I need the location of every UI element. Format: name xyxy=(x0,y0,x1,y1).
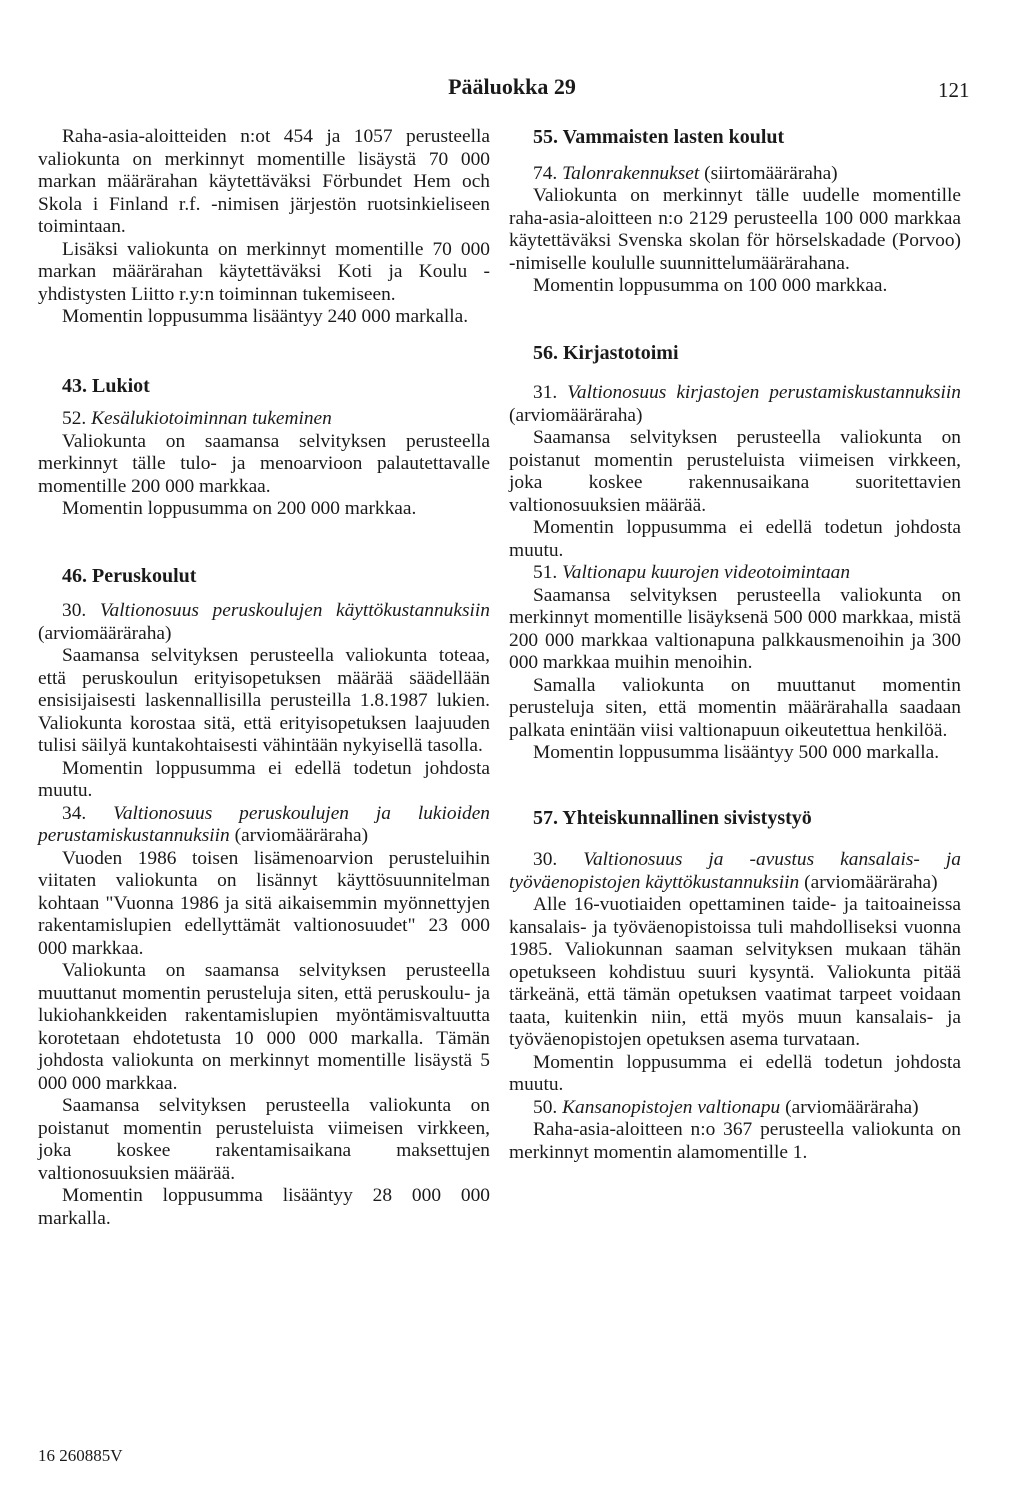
paragraph: Valiokunta on saamansa selvityksen perusteella merkinnyt tälle tulo- ja menoarvioon palautettavalle momentille 200 000 markkaa. xyxy=(38,430,490,497)
footer-print-code: 16 260885V xyxy=(38,1446,123,1465)
paragraph: Momentin loppusumma on 100 000 markkaa. xyxy=(533,275,888,296)
item-title: Kansanopistojen valtionapu xyxy=(562,1096,781,1118)
paragraph: Momentin loppusumma ei edellä todetun johdosta muutu. xyxy=(509,1051,961,1095)
paragraph: Vuoden 1986 toisen lisämenoarvion perusteluihin viitaten valiokunta on lisännyt käyttösuunnitelman kohtaan "Vuonna 1986 ja sitä aikaisemmin myönnettyjen rakentamislupien edellyttämät valtionosuudet" 23 000 000 markkaa. xyxy=(38,847,490,959)
item-title: Valtionosuus peruskoulujen käyttökustannuksiin xyxy=(99,600,490,621)
item-30-title xyxy=(38,600,490,645)
item-tail: (arviomääräraha) xyxy=(509,404,643,426)
paragraph: Momentin loppusumma lisääntyy 500 000 markalla. xyxy=(533,742,940,763)
item-51-title xyxy=(509,562,961,585)
item-tail: (arviomääräraha) xyxy=(38,622,172,644)
item-number: 31. xyxy=(533,382,558,403)
paragraph: Momentin loppusumma lisääntyy 240 000 markalla. xyxy=(62,306,469,327)
paragraph: Raha-asia-aloitteiden n:ot 454 ja 1057 perusteella valiokunta on merkinnyt momentille lisäystä 70 000 markan määrärahan käytettäväksi Förbundet Hem och Skola i Finland r.f. -nimisen järjestön ruotsinkieliseen toimintaan. xyxy=(38,126,490,237)
item-number: 74. xyxy=(533,162,558,184)
item-50-title xyxy=(509,1097,961,1120)
item-74-title xyxy=(509,163,961,186)
paragraph: Saamansa selvityksen perusteella valiokunta toteaa, että peruskoulun erityisopetuksen määrää säädellään ensisijaisesti laskennallisilla perusteilla 1.8.1987 lukien. Valiokunta korostaa sitä, että erityisopetuksen laajuuden tulisi säilyä kuntakohtaisesti vähintään nykyisellä tasolla. xyxy=(38,645,490,756)
item-title: Valtionosuus peruskoulujen ja lukioiden perustamiskustannuksiin xyxy=(38,802,490,846)
paragraph: Lisäksi valiokunta on merkinnyt momentille 70 000 markan määrärahan käytettäväksi Koti ja Koulu -yhdistysten Liitto r.y:n toiminnan tukemiseen. xyxy=(38,238,490,305)
paragraph: Saamansa selvityksen perusteella valiokunta on poistanut momentin perusteluista viimeisen virkkeen, joka koskee rakennusaikana suoritettavien valtionosuuksien määrää. xyxy=(509,427,961,516)
paragraph: Momentin loppusumma lisääntyy 28 000 000 markalla. xyxy=(38,1185,490,1229)
item-number: 52. xyxy=(62,408,87,429)
item-tail: (arviomääräraha) xyxy=(804,871,938,893)
paragraph: Momentin loppusumma ei edellä todetun johdosta muutu. xyxy=(38,757,490,801)
paragraph: Momentin loppusumma ei edellä todetun johdosta muutu. xyxy=(509,517,961,561)
paragraph: Valiokunta on saamansa selvityksen perusteella muuttanut momentin perusteluja siten, että peruskoulu- ja lukiohankkeiden rakentamislupien myöntämisvaltuutta korotetaan ehdotetusta 10 000 000 markalla. Tämän johdosta valiokunta on merkinnyt momentille lisäystä 5 000 000 markkaa. xyxy=(38,960,490,1094)
section-heading-43: 43. Lukiot xyxy=(62,374,150,397)
item-number: 30. xyxy=(62,600,87,621)
section-heading-55: 55. Vammaisten lasten koulut xyxy=(533,126,785,148)
paragraph: Samalla valiokunta on muuttanut momentin perusteluja siten, että momentin määrärahalla saadaan palkata enintään viisi valtionapuun oikeutettua henkilöä. xyxy=(509,674,961,741)
left-column xyxy=(38,126,490,1230)
item-tail: (siirtomääräraha) xyxy=(704,162,838,184)
item-34-title xyxy=(38,803,490,848)
item-title: Valtionapu kuurojen videotoimintaan xyxy=(562,562,851,583)
page-number: 121 xyxy=(938,78,970,102)
section-heading-56: 56. Kirjastotoimi xyxy=(533,341,679,364)
paragraph: Saamansa selvityksen perusteella valiokunta on merkinnyt momentille lisäyksenä 500 000 markkaa, mistä 200 000 markkaa valtionapuna palkkausmenoihin ja 300 000 markkaa muihin menoihin. xyxy=(509,584,961,673)
paragraph: Raha-asia-aloitteen n:o 367 perusteella valiokunta on merkinnyt momentin alamomentille 1. xyxy=(509,1119,961,1163)
item-title: Valtionosuus kirjastojen perustamiskustannuksiin xyxy=(567,382,961,403)
item-number: 50. xyxy=(533,1096,558,1118)
item-tail: (arviomääräraha) xyxy=(234,825,369,846)
section-heading-46: 46. Peruskoulut xyxy=(62,564,197,587)
paragraph: Alle 16-vuotiaiden opettaminen taide- ja taitoaineissa kansalais- ja työväenopistoissa tuli mahdolliseksi vuonna 1985. Valiokunnan saaman selvityksen mukaan tähän opetukseen kohdistuu suuri kysyntä. Valiokunta pitää tärkeänä, että tämän opetuksen vaatimat tarpeet voidaan taata, kuitenkin niin, että myös muun kansalais- ja työväenopistojen opetuksen asema turvataan. xyxy=(509,894,961,1050)
item-number: 51. xyxy=(533,562,558,583)
item-30-title xyxy=(509,849,961,894)
item-title: Kesälukiotoiminnan tukeminen xyxy=(91,408,332,429)
page-header-title: Pääluokka 29 xyxy=(448,74,576,99)
item-title: Valtionosuus ja -avustus kansalais- ja työväenopistojen käyttökustannuksiin xyxy=(509,849,961,893)
item-52-title xyxy=(38,408,490,431)
paragraph: Valiokunta on merkinnyt tälle uudelle momentille raha-asia-aloitteen n:o 2129 perusteella 100 000 markkaa käytettäväksi Svenska skolan för hörselskadade (Porvoo) -nimiselle koululle suunnittelumäärärahana. xyxy=(509,185,961,274)
right-column xyxy=(509,126,961,1164)
section-heading-57: 57. Yhteiskunnallinen sivistystyö xyxy=(533,806,812,829)
paragraph: Momentin loppusumma on 200 000 markkaa. xyxy=(62,498,417,519)
item-number: 34. xyxy=(62,802,87,824)
item-31-title xyxy=(509,382,961,427)
item-number: 30. xyxy=(533,849,558,870)
item-title: Talonrakennukset xyxy=(562,162,700,184)
paragraph: Saamansa selvityksen perusteella valiokunta on poistanut momentin perusteluista viimeisen virkkeen, joka koskee rakentamisaikana maksettujen valtionosuuksien määrää. xyxy=(38,1095,490,1184)
item-tail: (arviomääräraha) xyxy=(785,1096,919,1118)
